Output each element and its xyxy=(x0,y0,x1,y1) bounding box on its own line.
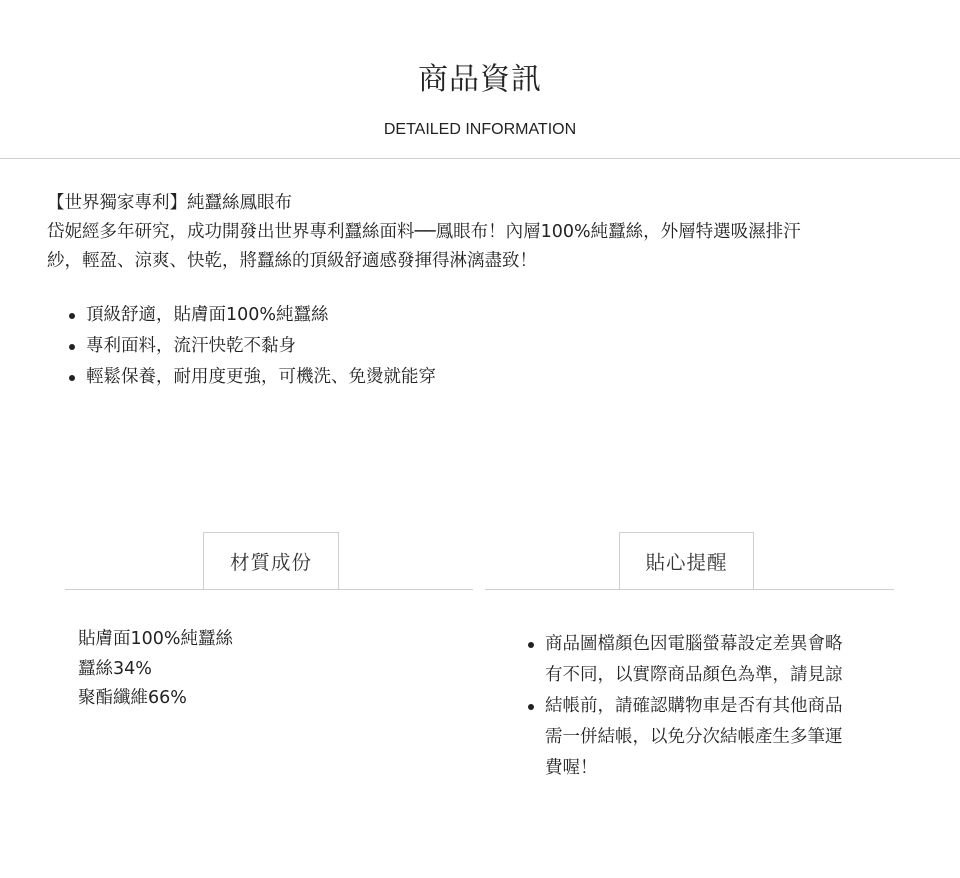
notice-divider xyxy=(485,589,894,590)
page-subtitle: DETAILED INFORMATION xyxy=(383,121,577,138)
notice-item: 結帳前，請確認購物車是否有其他商品需一併結帳，以免分次結帳產生多筆運費喔！ xyxy=(509,691,859,784)
feature-item: 頂級舒適，貼膚面100%純蠶絲 xyxy=(48,300,436,331)
section-header xyxy=(0,0,960,159)
notice-item: 商品圖檔顏色因電腦螢幕設定差異會略有不同，以實際商品顏色為準，請見諒 xyxy=(509,629,859,691)
material-item: 蠶絲34% xyxy=(78,658,152,679)
materials-tab: 材質成份 xyxy=(203,532,339,589)
material-item: 貼膚面100%純蠶絲 xyxy=(78,629,234,649)
material-item: 聚酯纖維66% xyxy=(78,688,187,708)
intro-text-line-2: 紗，輕盈、涼爽、快乾，將蠶絲的頂級舒適感發揮得淋漓盡致！ xyxy=(47,251,537,271)
intro-text-line-1: 岱妮經多年研究，成功開發出世界專利蠶絲面料──鳳眼布！內層100%純蠶絲，外層特選吸濕排汗 xyxy=(47,222,801,242)
notice-list xyxy=(509,629,859,784)
notice-tab: 貼心提醒 xyxy=(619,532,754,589)
page-title: 商品資訊 xyxy=(418,62,542,97)
feature-item: 專利面料，流汗快乾不黏身 xyxy=(48,331,436,362)
product-intro xyxy=(47,189,927,276)
feature-list xyxy=(48,300,436,393)
materials-list xyxy=(78,625,233,714)
materials-divider xyxy=(65,589,473,590)
feature-item: 輕鬆保養，耐用度更強，可機洗、免燙就能穿 xyxy=(48,362,436,393)
intro-heading: 【世界獨家專利】純蠶絲鳳眼布 xyxy=(47,193,292,213)
